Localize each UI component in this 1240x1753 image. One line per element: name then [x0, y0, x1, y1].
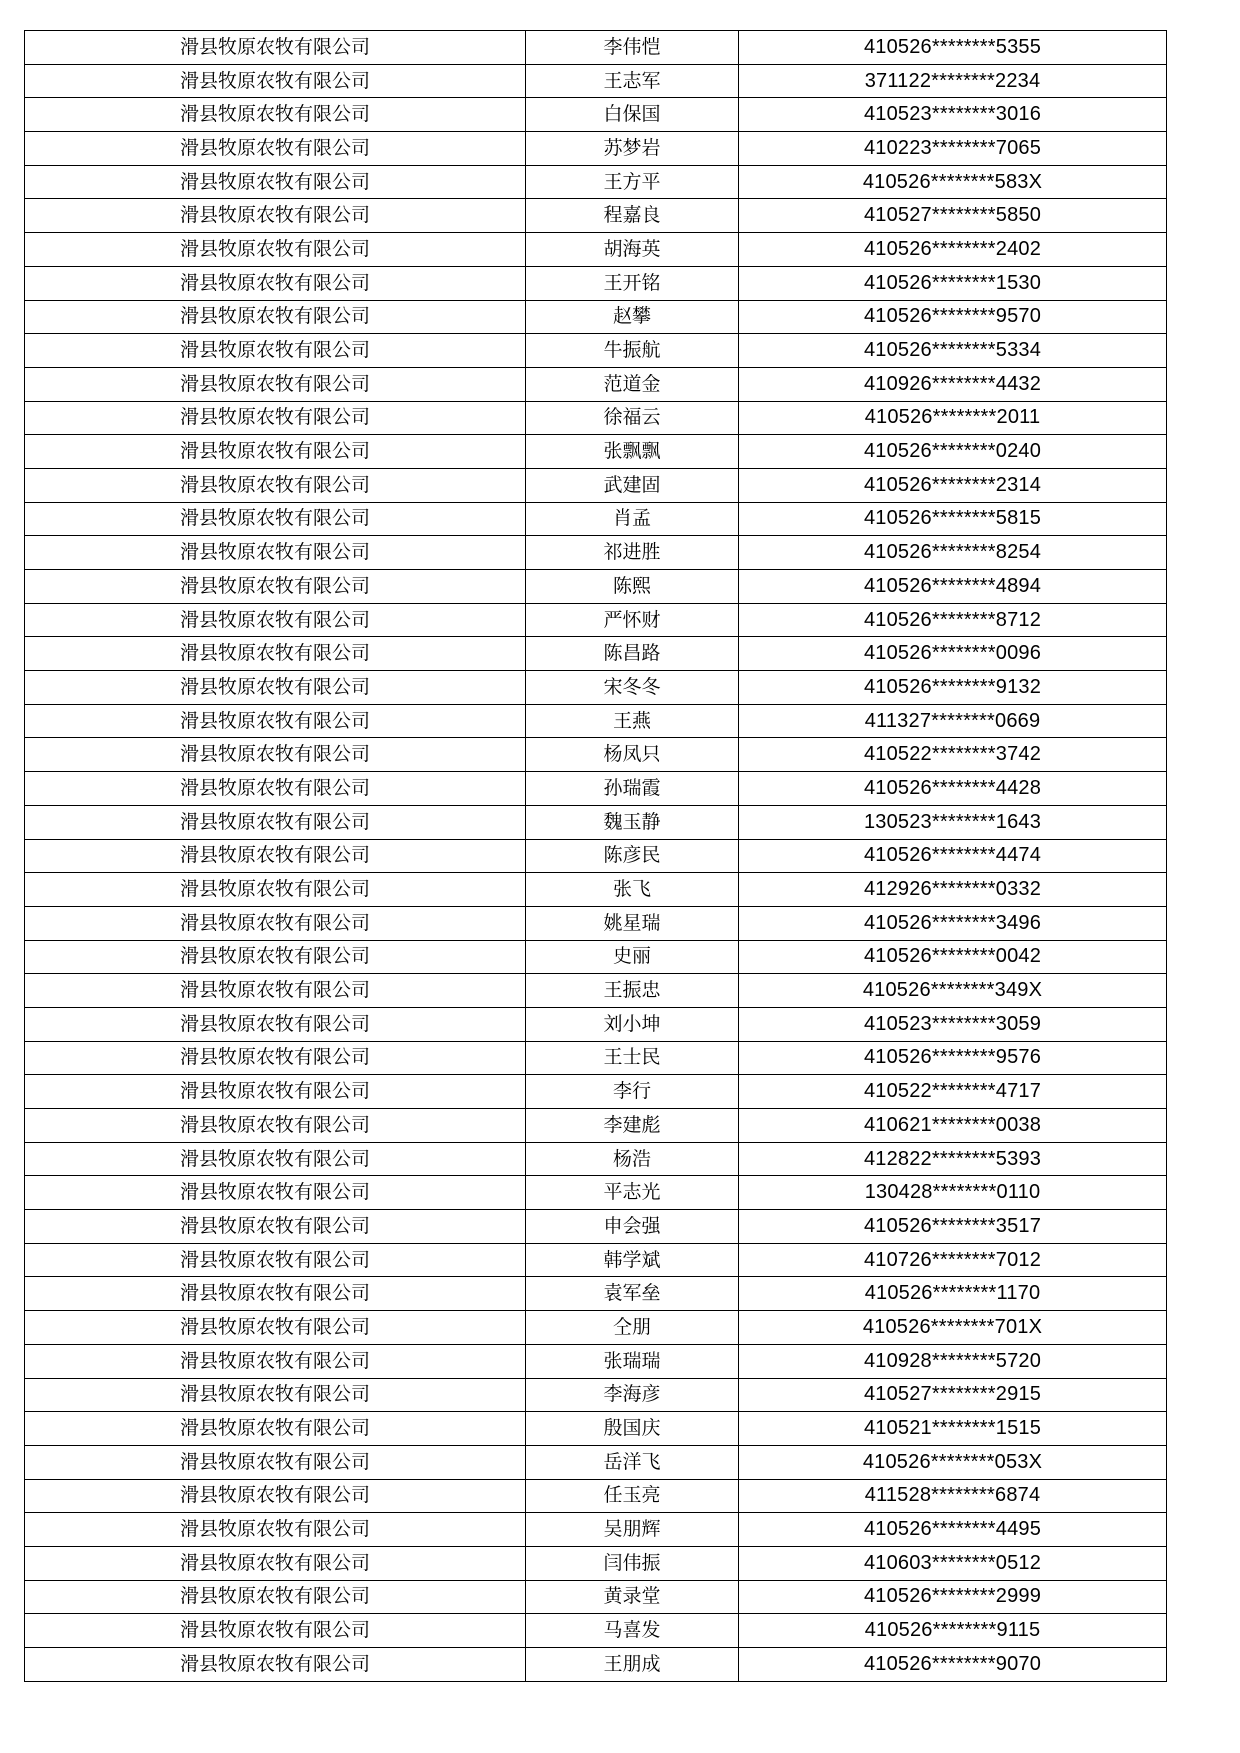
company-cell: 滑县牧原农牧有限公司: [25, 1479, 526, 1513]
person-name-cell: 孙瑞霞: [526, 772, 739, 806]
table-row: [25, 132, 1167, 166]
company-cell: 滑县牧原农牧有限公司: [25, 334, 526, 368]
table-row: [25, 1007, 1167, 1041]
company-cell: 滑县牧原农牧有限公司: [25, 1513, 526, 1547]
id-number-cell: 130523********1643: [739, 805, 1167, 839]
company-cell: 滑县牧原农牧有限公司: [25, 502, 526, 536]
id-number-cell: 410523********3016: [739, 98, 1167, 132]
id-number-cell: 410521********1515: [739, 1412, 1167, 1446]
id-number-cell: 410526********4495: [739, 1513, 1167, 1547]
company-cell: 滑县牧原农牧有限公司: [25, 300, 526, 334]
person-name-cell: 王方平: [526, 165, 739, 199]
id-number-cell: 410928********5720: [739, 1344, 1167, 1378]
person-name-cell: 李建彪: [526, 1109, 739, 1143]
table-row: [25, 165, 1167, 199]
person-name-cell: 闫伟振: [526, 1546, 739, 1580]
table-row: [25, 1210, 1167, 1244]
person-name-cell: 武建固: [526, 468, 739, 502]
person-name-cell: 刘小坤: [526, 1007, 739, 1041]
table-row: [25, 1648, 1167, 1682]
person-name-cell: 吴朋辉: [526, 1513, 739, 1547]
table-row: [25, 1176, 1167, 1210]
person-name-cell: 王燕: [526, 704, 739, 738]
person-name-cell: 范道金: [526, 367, 739, 401]
table-row: [25, 1614, 1167, 1648]
table-row: [25, 974, 1167, 1008]
id-number-cell: 410726********7012: [739, 1243, 1167, 1277]
company-cell: 滑县牧原农牧有限公司: [25, 570, 526, 604]
company-cell: 滑县牧原农牧有限公司: [25, 772, 526, 806]
table-row: [25, 805, 1167, 839]
id-number-cell: 410526********349X: [739, 974, 1167, 1008]
table-row: [25, 1378, 1167, 1412]
company-cell: 滑县牧原农牧有限公司: [25, 1041, 526, 1075]
person-name-cell: 李海彦: [526, 1378, 739, 1412]
table-row: [25, 266, 1167, 300]
person-name-cell: 张飞: [526, 873, 739, 907]
table-row: [25, 468, 1167, 502]
company-cell: 滑县牧原农牧有限公司: [25, 1075, 526, 1109]
id-number-cell: 410526********8712: [739, 603, 1167, 637]
id-number-cell: 410526********2999: [739, 1580, 1167, 1614]
person-name-cell: 仝朋: [526, 1311, 739, 1345]
person-name-cell: 杨凤只: [526, 738, 739, 772]
person-name-cell: 任玉亮: [526, 1479, 739, 1513]
roster-table-body: [25, 31, 1167, 1682]
person-name-cell: 殷国庆: [526, 1412, 739, 1446]
table-row: [25, 940, 1167, 974]
id-number-cell: 412822********5393: [739, 1142, 1167, 1176]
person-name-cell: 苏梦岩: [526, 132, 739, 166]
person-name-cell: 严怀财: [526, 603, 739, 637]
table-row: [25, 1412, 1167, 1446]
id-number-cell: 410526********0042: [739, 940, 1167, 974]
company-cell: 滑县牧原农牧有限公司: [25, 738, 526, 772]
id-number-cell: 410526********4474: [739, 839, 1167, 873]
company-cell: 滑县牧原农牧有限公司: [25, 1412, 526, 1446]
person-name-cell: 白保国: [526, 98, 739, 132]
table-row: [25, 1109, 1167, 1143]
table-row: [25, 98, 1167, 132]
company-cell: 滑县牧原农牧有限公司: [25, 637, 526, 671]
company-cell: 滑县牧原农牧有限公司: [25, 1142, 526, 1176]
person-name-cell: 黄录堂: [526, 1580, 739, 1614]
person-name-cell: 张瑞瑞: [526, 1344, 739, 1378]
table-row: [25, 536, 1167, 570]
table-row: [25, 704, 1167, 738]
id-number-cell: 410526********5334: [739, 334, 1167, 368]
company-cell: 滑县牧原农牧有限公司: [25, 132, 526, 166]
table-row: [25, 839, 1167, 873]
table-row: [25, 637, 1167, 671]
table-row: [25, 367, 1167, 401]
company-cell: 滑县牧原农牧有限公司: [25, 31, 526, 65]
table-row: [25, 772, 1167, 806]
person-name-cell: 王士民: [526, 1041, 739, 1075]
company-cell: 滑县牧原农牧有限公司: [25, 1311, 526, 1345]
person-name-cell: 袁军垒: [526, 1277, 739, 1311]
table-row: [25, 906, 1167, 940]
person-name-cell: 牛振航: [526, 334, 739, 368]
id-number-cell: 410527********2915: [739, 1378, 1167, 1412]
table-row: [25, 873, 1167, 907]
id-number-cell: 410526********0240: [739, 435, 1167, 469]
table-row: [25, 502, 1167, 536]
person-name-cell: 魏玉静: [526, 805, 739, 839]
company-cell: 滑县牧原农牧有限公司: [25, 1344, 526, 1378]
company-cell: 滑县牧原农牧有限公司: [25, 64, 526, 98]
person-name-cell: 陈昌路: [526, 637, 739, 671]
id-number-cell: 410526********4428: [739, 772, 1167, 806]
person-name-cell: 王振忠: [526, 974, 739, 1008]
company-cell: 滑县牧原农牧有限公司: [25, 1210, 526, 1244]
company-cell: 滑县牧原农牧有限公司: [25, 536, 526, 570]
person-name-cell: 杨浩: [526, 1142, 739, 1176]
id-number-cell: 410526********2402: [739, 233, 1167, 267]
id-number-cell: 410526********3517: [739, 1210, 1167, 1244]
id-number-cell: 410603********0512: [739, 1546, 1167, 1580]
id-number-cell: 410526********9070: [739, 1648, 1167, 1682]
table-row: [25, 1546, 1167, 1580]
table-row: [25, 1513, 1167, 1547]
id-number-cell: 410526********2011: [739, 401, 1167, 435]
person-name-cell: 陈彦民: [526, 839, 739, 873]
document-page: [24, 30, 1166, 1682]
person-name-cell: 平志光: [526, 1176, 739, 1210]
table-row: [25, 1075, 1167, 1109]
table-row: [25, 64, 1167, 98]
roster-table: [24, 30, 1167, 1682]
table-row: [25, 1041, 1167, 1075]
person-name-cell: 宋冬冬: [526, 671, 739, 705]
person-name-cell: 徐福云: [526, 401, 739, 435]
id-number-cell: 410621********0038: [739, 1109, 1167, 1143]
table-row: [25, 570, 1167, 604]
table-row: [25, 300, 1167, 334]
person-name-cell: 姚星瑞: [526, 906, 739, 940]
company-cell: 滑县牧原农牧有限公司: [25, 704, 526, 738]
id-number-cell: 410526********583X: [739, 165, 1167, 199]
id-number-cell: 410526********9570: [739, 300, 1167, 334]
company-cell: 滑县牧原农牧有限公司: [25, 1614, 526, 1648]
id-number-cell: 410526********053X: [739, 1445, 1167, 1479]
person-name-cell: 申会强: [526, 1210, 739, 1244]
id-number-cell: 410526********1530: [739, 266, 1167, 300]
company-cell: 滑县牧原农牧有限公司: [25, 1243, 526, 1277]
company-cell: 滑县牧原农牧有限公司: [25, 940, 526, 974]
table-row: [25, 1344, 1167, 1378]
person-name-cell: 王开铭: [526, 266, 739, 300]
person-name-cell: 王志军: [526, 64, 739, 98]
id-number-cell: 410526********2314: [739, 468, 1167, 502]
table-row: [25, 1277, 1167, 1311]
id-number-cell: 130428********0110: [739, 1176, 1167, 1210]
company-cell: 滑县牧原农牧有限公司: [25, 1378, 526, 1412]
table-row: [25, 1311, 1167, 1345]
company-cell: 滑县牧原农牧有限公司: [25, 671, 526, 705]
table-row: [25, 1445, 1167, 1479]
person-name-cell: 马喜发: [526, 1614, 739, 1648]
company-cell: 滑县牧原农牧有限公司: [25, 199, 526, 233]
company-cell: 滑县牧原农牧有限公司: [25, 839, 526, 873]
table-row: [25, 738, 1167, 772]
person-name-cell: 李行: [526, 1075, 739, 1109]
company-cell: 滑县牧原农牧有限公司: [25, 805, 526, 839]
id-number-cell: 410527********5850: [739, 199, 1167, 233]
table-row: [25, 435, 1167, 469]
company-cell: 滑县牧原农牧有限公司: [25, 1445, 526, 1479]
id-number-cell: 410223********7065: [739, 132, 1167, 166]
company-cell: 滑县牧原农牧有限公司: [25, 435, 526, 469]
id-number-cell: 410526********9132: [739, 671, 1167, 705]
person-name-cell: 韩学斌: [526, 1243, 739, 1277]
table-row: [25, 1142, 1167, 1176]
company-cell: 滑县牧原农牧有限公司: [25, 468, 526, 502]
person-name-cell: 王朋成: [526, 1648, 739, 1682]
id-number-cell: 410526********0096: [739, 637, 1167, 671]
person-name-cell: 胡海英: [526, 233, 739, 267]
table-row: [25, 603, 1167, 637]
id-number-cell: 410526********5355: [739, 31, 1167, 65]
table-row: [25, 199, 1167, 233]
id-number-cell: 410523********3059: [739, 1007, 1167, 1041]
person-name-cell: 李伟恺: [526, 31, 739, 65]
id-number-cell: 410526********8254: [739, 536, 1167, 570]
id-number-cell: 410526********5815: [739, 502, 1167, 536]
company-cell: 滑县牧原农牧有限公司: [25, 401, 526, 435]
table-row: [25, 1243, 1167, 1277]
person-name-cell: 程嘉良: [526, 199, 739, 233]
company-cell: 滑县牧原农牧有限公司: [25, 873, 526, 907]
person-name-cell: 祁进胜: [526, 536, 739, 570]
table-row: [25, 1479, 1167, 1513]
company-cell: 滑县牧原农牧有限公司: [25, 1176, 526, 1210]
id-number-cell: 411528********6874: [739, 1479, 1167, 1513]
company-cell: 滑县牧原农牧有限公司: [25, 603, 526, 637]
table-row: [25, 401, 1167, 435]
id-number-cell: 371122********2234: [739, 64, 1167, 98]
id-number-cell: 410526********3496: [739, 906, 1167, 940]
company-cell: 滑县牧原农牧有限公司: [25, 1648, 526, 1682]
company-cell: 滑县牧原农牧有限公司: [25, 233, 526, 267]
person-name-cell: 岳洋飞: [526, 1445, 739, 1479]
company-cell: 滑县牧原农牧有限公司: [25, 367, 526, 401]
company-cell: 滑县牧原农牧有限公司: [25, 1580, 526, 1614]
table-row: [25, 31, 1167, 65]
table-row: [25, 1580, 1167, 1614]
id-number-cell: 410526********701X: [739, 1311, 1167, 1345]
person-name-cell: 赵攀: [526, 300, 739, 334]
id-number-cell: 412926********0332: [739, 873, 1167, 907]
company-cell: 滑县牧原农牧有限公司: [25, 1546, 526, 1580]
company-cell: 滑县牧原农牧有限公司: [25, 1277, 526, 1311]
company-cell: 滑县牧原农牧有限公司: [25, 1007, 526, 1041]
id-number-cell: 411327********0669: [739, 704, 1167, 738]
id-number-cell: 410522********3742: [739, 738, 1167, 772]
table-row: [25, 334, 1167, 368]
company-cell: 滑县牧原农牧有限公司: [25, 1109, 526, 1143]
id-number-cell: 410522********4717: [739, 1075, 1167, 1109]
id-number-cell: 410526********9115: [739, 1614, 1167, 1648]
person-name-cell: 陈熙: [526, 570, 739, 604]
table-row: [25, 233, 1167, 267]
table-row: [25, 671, 1167, 705]
id-number-cell: 410926********4432: [739, 367, 1167, 401]
company-cell: 滑县牧原农牧有限公司: [25, 906, 526, 940]
company-cell: 滑县牧原农牧有限公司: [25, 266, 526, 300]
company-cell: 滑县牧原农牧有限公司: [25, 974, 526, 1008]
person-name-cell: 史丽: [526, 940, 739, 974]
company-cell: 滑县牧原农牧有限公司: [25, 165, 526, 199]
id-number-cell: 410526********9576: [739, 1041, 1167, 1075]
id-number-cell: 410526********1170: [739, 1277, 1167, 1311]
id-number-cell: 410526********4894: [739, 570, 1167, 604]
company-cell: 滑县牧原农牧有限公司: [25, 98, 526, 132]
person-name-cell: 肖孟: [526, 502, 739, 536]
person-name-cell: 张飘飘: [526, 435, 739, 469]
